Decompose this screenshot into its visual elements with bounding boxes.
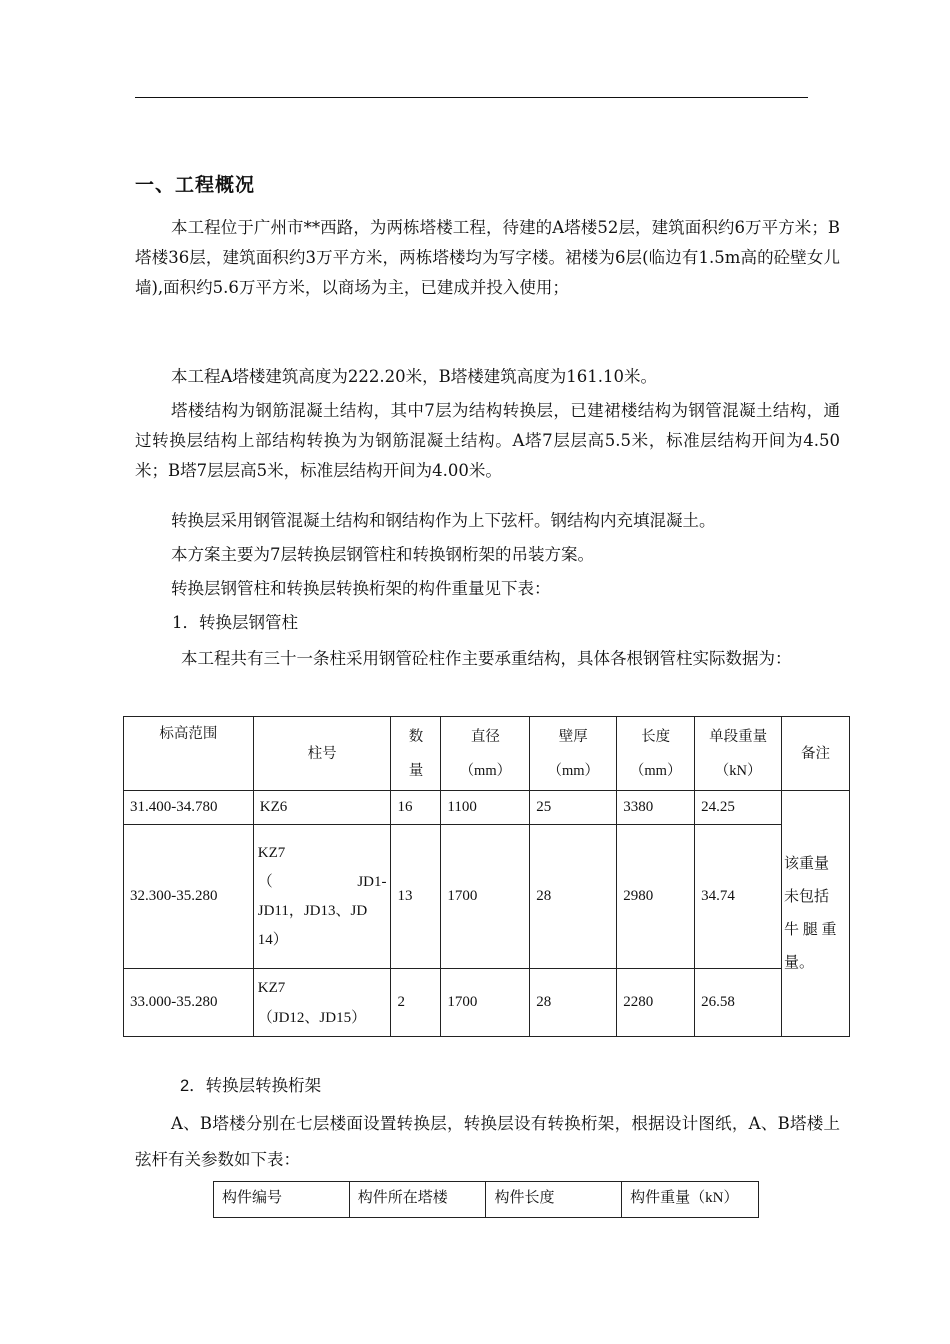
cell-diameter: 1700 [441, 825, 530, 969]
column-no-line [258, 868, 387, 897]
header-diameter-a: 直径 [470, 728, 500, 745]
header-quantity-b: 量 [408, 762, 424, 779]
header-member-tower: 构件所在塔楼 [349, 1182, 486, 1218]
section-heading: 一、工程概况 [135, 174, 256, 196]
cell-length: 2980 [617, 825, 695, 969]
table-row [124, 791, 850, 825]
column-no-line: （JD12、JD15） [257, 1009, 367, 1026]
header-member-weight: 构件重量（kN） [622, 1182, 759, 1218]
header-quantity-a: 数 [408, 728, 424, 745]
paragraph-structure: 塔楼结构为钢筋混凝土结构，其中7层为结构转换层，已建裙楼结构为钢管混凝土结构，通过转换层结构上部结构转换为为钢筋混凝土结构。A塔7层层高5.5米，标准层结构开间为4.50米；B塔7层层高5米，标准层结构开间为4.00米。 [135, 401, 840, 480]
header-range: 标高范围 [124, 717, 254, 791]
note-line: 未包括 [784, 888, 830, 905]
note-line: 该重量 [784, 855, 830, 872]
cell-wall: 28 [530, 825, 617, 969]
column-no-part: （ [257, 873, 273, 890]
header-diameter [441, 717, 530, 791]
header-wall-a: 壁厚 [558, 728, 588, 745]
cell-weight: 24.25 [695, 791, 782, 825]
column-no-line: 14） [257, 931, 288, 948]
paragraph-transfer-layer: 转换层采用钢管混凝土结构和钢结构作为上下弦杆。钢结构内充填混凝土。 [171, 511, 716, 530]
paragraph-truss-intro: A、B塔楼分别在七层楼面设置转换层，转换层设有转换桁架，根据设计图纸，A、B塔楼上弦杆有关参数如下表： [135, 1114, 840, 1169]
header-weight-a: 单段重量 [709, 728, 768, 745]
paragraph-columns-data: 本工程共有三十一条柱采用钢管砼柱作主要承重结构，具体各根钢管柱实际数据为： [181, 649, 792, 668]
table-row [124, 969, 850, 1037]
header-length-a: 长度 [641, 728, 671, 745]
paragraph-heights: 本工程A塔楼建筑高度为222.20米，B塔楼建筑高度为161.10米。 [171, 367, 658, 386]
header-rule [135, 97, 808, 98]
paragraph-scheme: 本方案主要为7层转换层钢管柱和转换钢桁架的吊装方案。 [171, 545, 594, 564]
note-line: 量。 [784, 954, 815, 971]
header-note: 备注 [782, 717, 850, 791]
header-diameter-b: （mm） [459, 762, 512, 779]
header-weight-b: （kN） [714, 762, 762, 779]
header-length [617, 717, 695, 791]
cell-quantity: 16 [391, 791, 441, 825]
column-no-line: JD11，JD13、JD [257, 902, 368, 919]
paragraph-weights-intro: 转换层钢管柱和转换层转换桁架的构件重量见下表： [171, 579, 551, 598]
cell-column-no [253, 825, 391, 969]
cell-length: 2280 [617, 969, 695, 1037]
header-member-no: 构件编号 [214, 1182, 350, 1218]
paragraph-overview: 本工程位于广州市**西路，为两栋塔楼工程，待建的A塔楼52层，建筑面积约6万平方米；B塔楼36层，建筑面积约3万平方米，两栋塔楼均为写字楼。裙楼为6层(临边有1.5m高的砼壁女儿墙),面积约5.6万平方米，以商场为主，已建成并投入使用； [135, 218, 840, 297]
header-wall-b: （mm） [547, 762, 600, 779]
cell-wall: 28 [530, 969, 617, 1037]
header-wall [530, 717, 617, 791]
column-no-part: JD1- [357, 873, 387, 890]
cell-quantity: 13 [391, 825, 441, 969]
cell-range: 31.400-34.780 [124, 791, 254, 825]
cell-range: 33.000-35.280 [124, 969, 254, 1037]
subheading-transfer-truss: 2．转换层转换桁架 [180, 1077, 322, 1095]
column-no-line: KZ7 [257, 979, 286, 996]
cell-weight: 34.74 [695, 825, 782, 969]
steel-column-table [123, 716, 850, 1037]
column-no-line: KZ7 [257, 844, 286, 861]
truss-table [213, 1181, 759, 1218]
cell-weight: 26.58 [695, 969, 782, 1037]
cell-note [782, 791, 850, 1037]
cell-column-no [253, 969, 391, 1037]
cell-quantity: 2 [391, 969, 441, 1037]
note-line: 牛 腿 重 [784, 921, 837, 938]
cell-diameter: 1700 [441, 969, 530, 1037]
header-column-no: 柱号 [253, 717, 391, 791]
cell-diameter: 1100 [441, 791, 530, 825]
cell-wall: 25 [530, 791, 617, 825]
table-header-row [124, 717, 850, 791]
cell-range: 32.300-35.280 [124, 825, 254, 969]
header-length-b: （mm） [629, 762, 682, 779]
header-quantity [391, 717, 441, 791]
subheading-steel-columns: 1．转换层钢管柱 [172, 613, 298, 632]
cell-length: 3380 [617, 791, 695, 825]
table-header-row [214, 1182, 759, 1218]
header-member-length: 构件长度 [486, 1182, 622, 1218]
cell-column-no: KZ6 [253, 791, 391, 825]
header-weight [695, 717, 782, 791]
table-row [124, 825, 850, 969]
